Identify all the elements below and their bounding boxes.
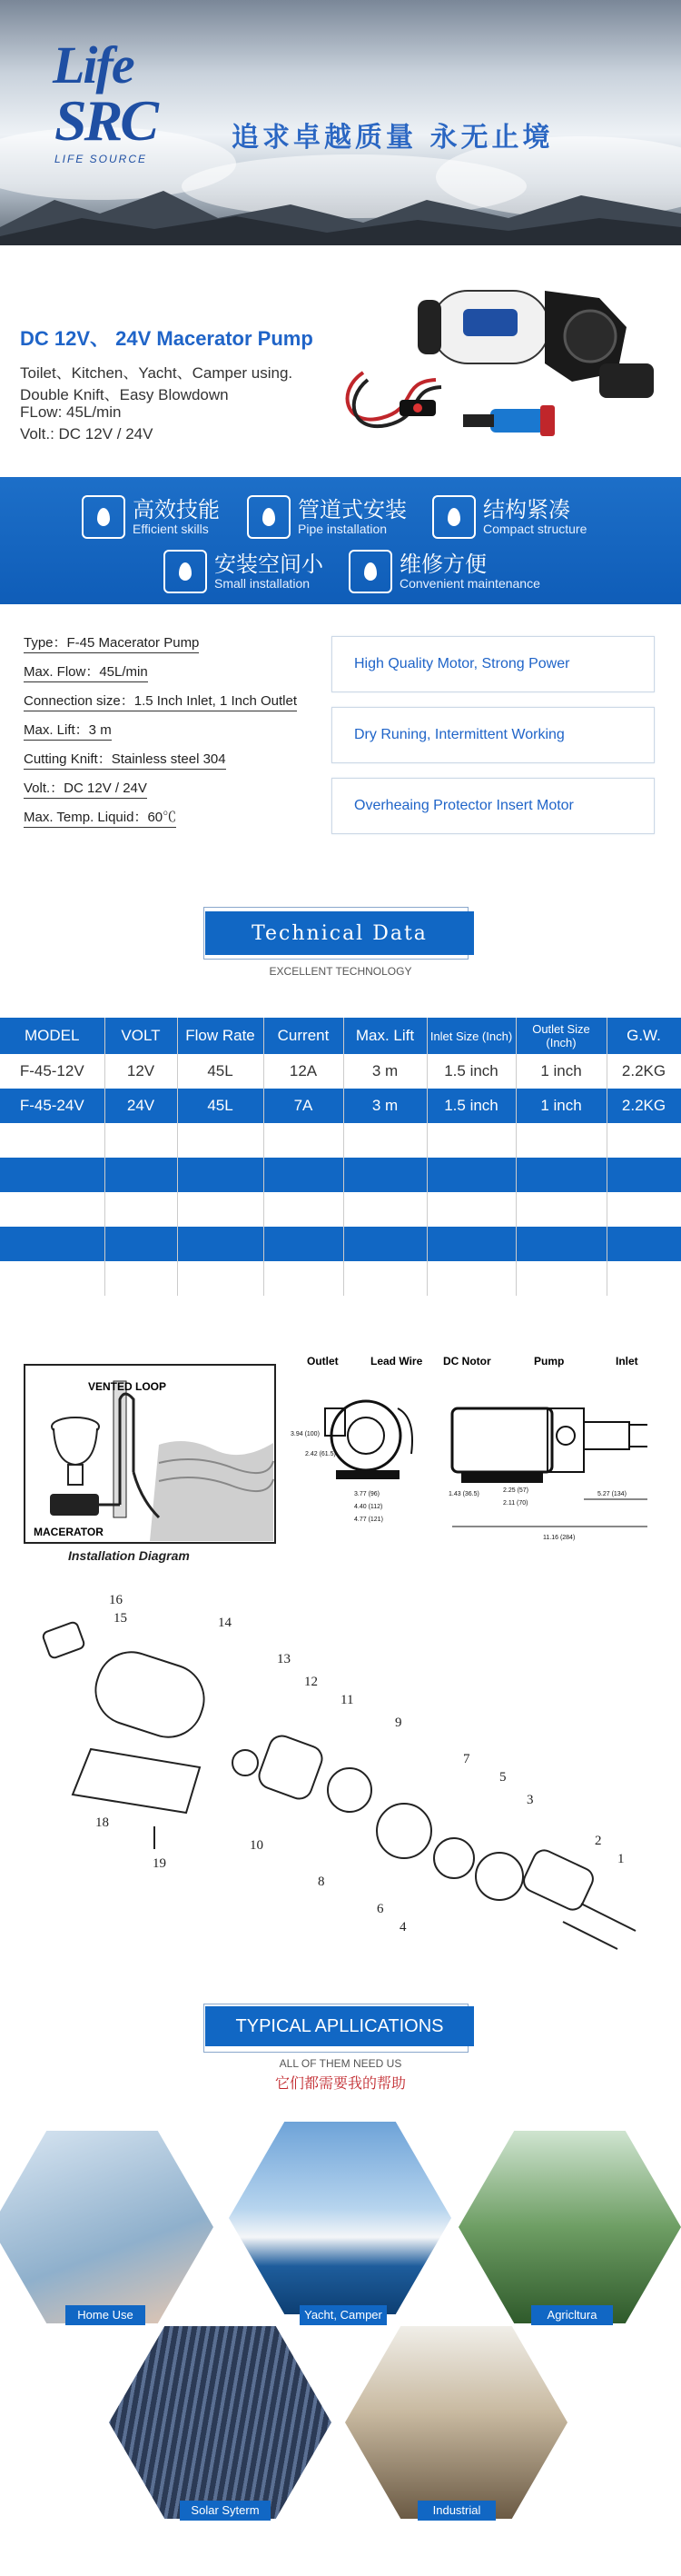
dim-label: 2.42 (61.5) [305,1451,336,1457]
table-cell: 2.2KG [607,1054,681,1089]
photo-home-use [0,2131,213,2323]
mountain-silhouette [0,173,681,245]
dim-label: 1.43 (36.5) [449,1491,479,1497]
applications-title: TYPICAL APLLICATIONS [205,2006,474,2046]
feature-en: Efficient skills [133,522,209,536]
table-cell: 1 inch [516,1054,607,1089]
part-number: 10 [250,1838,263,1853]
spec-temp: Max. Temp. Liquid：60℃ [24,807,176,828]
dimension-drawing [289,1345,670,1545]
table-header: Outlet Size (Inch) [516,1018,607,1054]
technical-title: Technical Data [205,911,474,955]
feature-item [247,495,407,539]
feature-item [163,550,323,593]
slogan: 追求卓越质量 永无止境 [232,122,554,154]
part-number: 13 [277,1652,291,1666]
feature-en: Small installation [214,576,311,591]
part-number: 19 [153,1856,166,1871]
table-cell: 1.5 inch [427,1089,516,1123]
table-cell: 12V [104,1054,177,1089]
feature-strip [0,477,681,604]
highlight-box: High Quality Motor, Strong Power [331,636,655,692]
table-header: MODEL [0,1018,104,1054]
table-header: Max. Lift [343,1018,427,1054]
dim-label: 5.27 (134) [597,1491,627,1497]
label-solar-system: Solar Syterm [180,2501,271,2521]
label-pump: Pump [534,1355,565,1368]
dim-label: 2.11 (70) [503,1500,528,1507]
droplet-icon [163,550,207,593]
product-title: DC 12V、 24V Macerator Pump [20,327,313,350]
part-number: 1 [617,1852,625,1866]
droplet-icon [432,495,476,539]
technical-table [0,1018,681,1296]
label-yacht-camper: Yacht, Camper [300,2305,387,2325]
part-number: 11 [340,1693,354,1707]
label-agriculture: Agricltura [531,2305,613,2325]
table-header: Inlet Size (Inch) [427,1018,516,1054]
product-line: Double Knift、Easy Blowdown [20,386,229,403]
installation-diagram [23,1363,277,1545]
highlight-box: Overheaing Protector Insert Motor [331,778,655,834]
spec-flow: Max. Flow：45L/min [24,661,148,682]
feature-en: Compact structure [483,522,587,536]
dim-label: 2.25 (57) [503,1487,529,1494]
table-cell: 3 m [343,1054,427,1089]
table-cell: 45L [177,1054,263,1089]
feature-cn: 高效技能 [133,497,220,522]
installation-caption: Installation Diagram [68,1548,190,1563]
part-number: 9 [395,1716,402,1730]
spec-connection: Connection size：1.5 Inch Inlet, 1 Inch Outlet [24,691,297,711]
table-row-empty [0,1261,681,1296]
product-line: FLow: 45L/min [20,403,122,421]
logo-src: SRC [54,88,156,153]
table-row-empty [0,1192,681,1227]
part-number: 7 [463,1752,470,1766]
table-cell: 45L [177,1089,263,1123]
table-cell: 1 inch [516,1089,607,1123]
part-number: 14 [218,1616,232,1630]
table-row [0,1054,681,1089]
logo-life: Life [53,35,133,94]
dim-label: 3.77 (96) [354,1491,380,1497]
feature-cn: 维修方便 [400,552,487,577]
feature-en: Convenient maintenance [400,576,540,591]
table-cell: 1.5 inch [427,1054,516,1089]
label-inlet: Inlet [616,1355,638,1368]
label-industrial: Industrial [418,2501,496,2521]
spec-type: Type：F-45 Macerator Pump [24,632,199,653]
part-number: 4 [400,1920,407,1934]
part-number: 6 [377,1902,384,1916]
feature-cn: 管道式安装 [298,497,407,522]
table-cell: F-45-24V [0,1089,104,1123]
table-cell: 24V [104,1089,177,1123]
label-macerator: MACERATOR [34,1526,104,1538]
photo-solar [109,2326,331,2519]
table-row [0,1089,681,1123]
label-lead-wire: Lead Wire [370,1355,423,1368]
dim-label: 11.16 (284) [543,1535,576,1541]
feature-cn: 安装空间小 [214,552,323,577]
table-header: Flow Rate [177,1018,263,1054]
exploded-view-diagram [36,1586,663,1958]
spec-volt: Volt.：DC 12V / 24V [24,778,147,799]
part-number: 16 [109,1593,123,1607]
part-number: 3 [527,1793,534,1807]
droplet-icon [82,495,125,539]
table-row-empty [0,1123,681,1158]
dim-label: 4.77 (121) [354,1517,383,1523]
dim-label: 3.94 (100) [291,1431,320,1437]
applications-sub-en: ALL OF THEM NEED US [279,2057,402,2070]
table-cell: 2.2KG [607,1089,681,1123]
part-number: 2 [595,1834,602,1848]
table-row-empty [0,1158,681,1192]
spec-knife: Cutting Knift：Stainless steel 304 [24,749,226,770]
table-cell: 7A [263,1089,343,1123]
table-header: Current [263,1018,343,1054]
droplet-icon [247,495,291,539]
table-cell: 12A [263,1054,343,1089]
feature-en: Pipe installation [298,522,388,536]
table-header: G.W. [607,1018,681,1054]
droplet-icon [349,550,392,593]
applications-sub-cn: 它们都需要我的帮助 [274,2074,406,2092]
part-number: 18 [95,1815,109,1830]
photo-yacht [229,2122,451,2314]
spec-lift: Max. Lift：3 m [24,720,112,741]
highlight-box: Dry Runing, Intermittent Working [331,707,655,763]
photo-industrial [345,2326,568,2519]
label-home-use: Home Use [65,2305,145,2325]
pump-product-image [327,273,663,463]
technical-subtitle: EXCELLENT TECHNOLOGY [269,965,412,978]
table-row-empty [0,1227,681,1261]
feature-item [349,550,540,593]
feature-item [432,495,587,539]
label-vented-loop: VENTED LOOP [88,1380,167,1393]
table-header: VOLT [104,1018,177,1054]
product-line: Volt.: DC 12V / 24V [20,425,153,443]
table-cell: F-45-12V [0,1054,104,1089]
label-outlet: Outlet [307,1355,339,1368]
part-number: 15 [114,1611,127,1626]
product-line: Toilet、Kitchen、Yacht、Camper using. [20,364,293,382]
dim-label: 4.40 (112) [354,1504,383,1510]
logo-subtitle: LIFE SOURCE [54,153,148,165]
feature-cn: 结构紧凑 [483,497,570,522]
photo-agriculture [459,2131,681,2323]
part-number: 5 [499,1770,507,1785]
feature-item [82,495,220,539]
part-number: 8 [318,1875,325,1889]
label-dc-notor: DC Notor [443,1355,491,1368]
table-cell: 3 m [343,1089,427,1123]
part-number: 12 [304,1675,318,1689]
